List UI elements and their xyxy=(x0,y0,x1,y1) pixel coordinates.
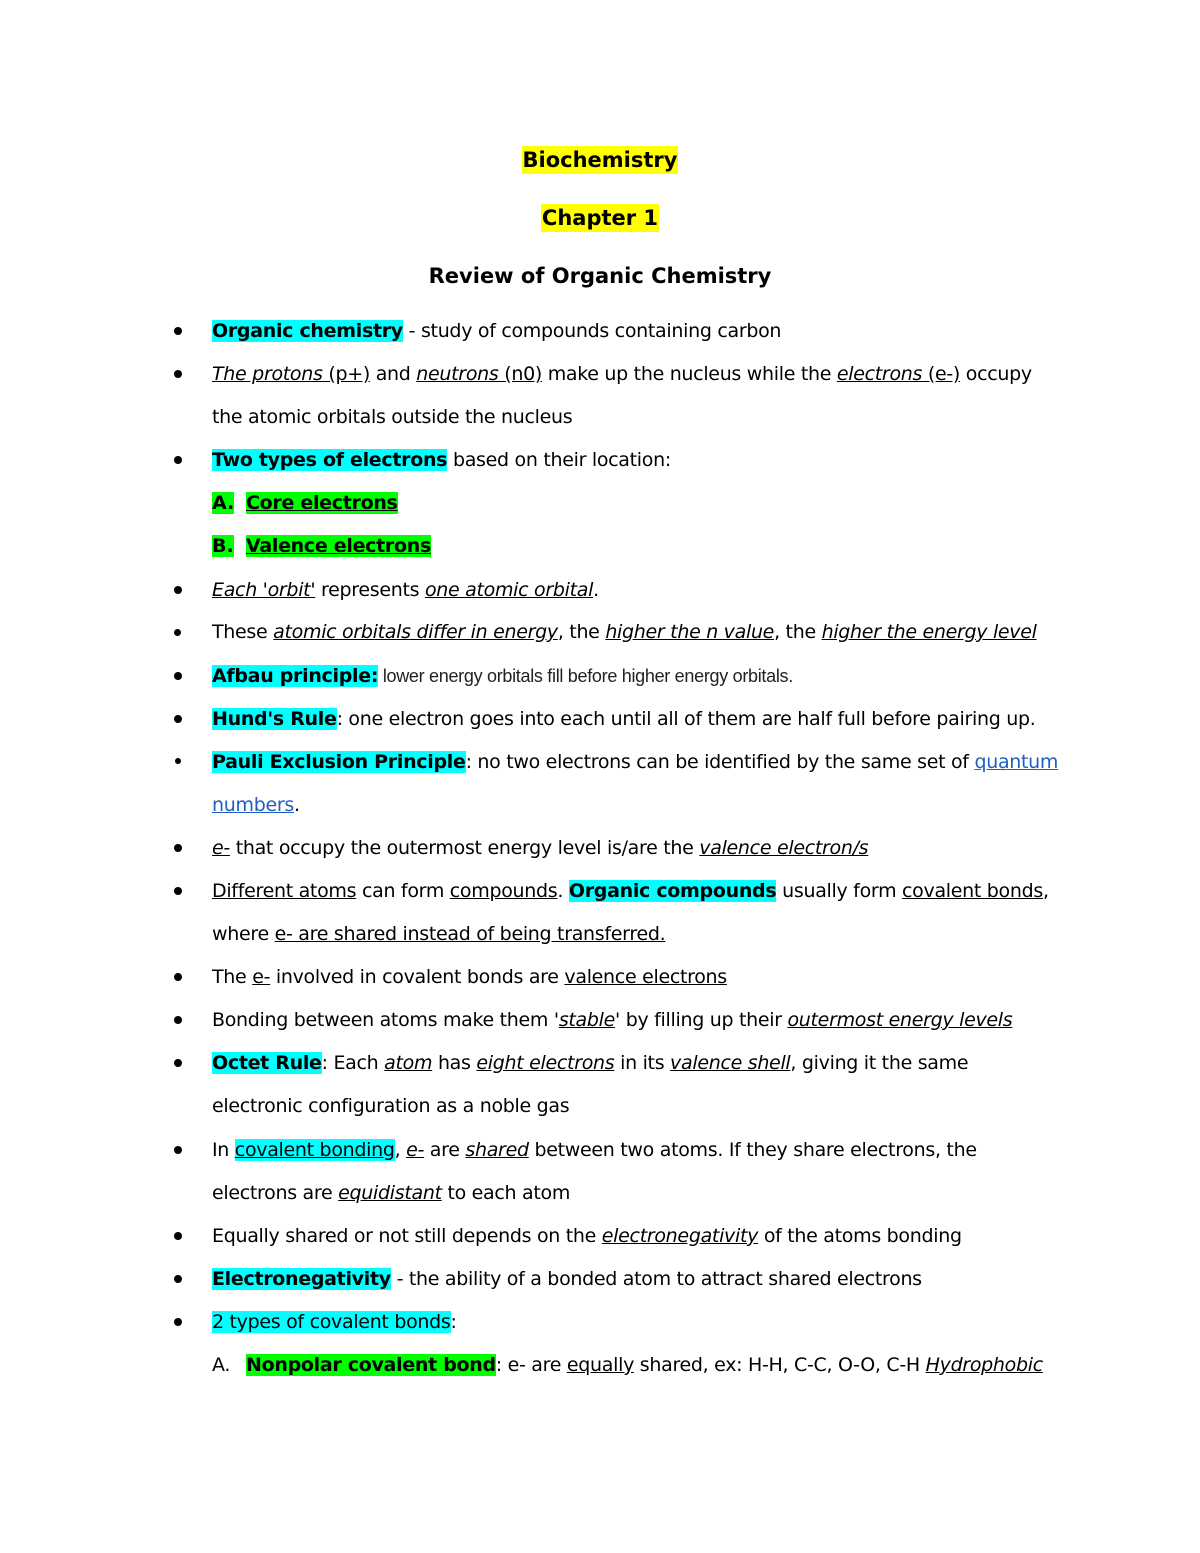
section-heading: Review of Organic Chemistry xyxy=(428,264,772,288)
sublist-marker-a2: A. xyxy=(212,1354,231,1376)
sublist-nonpolar: Nonpolar covalent bond: e- are equally shared, ex: H-H, C-C, O-O, C-H Hydrophobic xyxy=(246,1354,1043,1376)
list-item-octet-rule-cont: electronic configuration as a noble gas xyxy=(212,1095,570,1117)
bullet-icon xyxy=(174,973,182,981)
list-item-octet-rule: Octet Rule: Each atom has eight electrons in its valence shell, giving it the same xyxy=(212,1052,969,1074)
bullet-icon xyxy=(174,629,181,636)
list-item-covalent-types: 2 types of covalent bonds: xyxy=(212,1311,457,1333)
bullet-icon xyxy=(174,844,182,852)
bullet-icon xyxy=(174,1146,182,1154)
list-item-stable: Bonding between atoms make them 'stable' by filling up their outermost energy levels xyxy=(212,1009,1013,1031)
list-item-electron-types: Two types of electrons based on their location: xyxy=(212,449,671,471)
list-item-orbital-energy: These atomic orbitals differ in energy, the higher the n value, the higher the energy level xyxy=(212,621,1037,643)
bullet-icon xyxy=(174,1275,182,1283)
bullet-icon xyxy=(174,327,182,335)
list-item-compounds-cont: where e- are shared instead of being transferred. xyxy=(212,923,666,945)
list-item-pauli: Pauli Exclusion Principle: no two electrons can be identified by the same set of quantum xyxy=(212,751,1059,773)
list-item-orbit: Each 'orbit' represents one atomic orbital. xyxy=(212,579,599,601)
list-item-hunds-rule: Hund's Rule: one electron goes into each until all of them are half full before pairing up. xyxy=(212,708,1036,730)
list-item-compounds: Different atoms can form compounds. Organic compounds usually form covalent bonds, xyxy=(212,880,1049,902)
document-title: Biochemistry xyxy=(522,148,678,172)
bullet-icon xyxy=(174,672,182,680)
list-item-covalent-bonding-cont: electrons are equidistant to each atom xyxy=(212,1182,571,1204)
list-item-afbau: Afbau principle: lower energy orbitals fill before higher energy orbitals. xyxy=(212,665,793,687)
quantum-numbers-link-cont[interactable]: numbers xyxy=(212,794,294,816)
list-item-covalent-bonding: In covalent bonding, e- are shared between two atoms. If they share electrons, the xyxy=(212,1139,977,1161)
sublist-marker-b: B. xyxy=(212,535,234,557)
list-item-organic-chemistry: Organic chemistry - study of compounds containing carbon xyxy=(212,320,782,342)
list-item-valence: e- that occupy the outermost energy level is/are the valence electron/s xyxy=(212,837,869,859)
chapter-heading: Chapter 1 xyxy=(541,206,659,230)
bullet-icon xyxy=(175,758,181,764)
bullet-icon xyxy=(174,1318,182,1326)
sublist-valence-electrons: Valence electrons xyxy=(246,535,431,557)
list-item-electronegativity: Electronegativity - the ability of a bonded atom to attract shared electrons xyxy=(212,1268,922,1290)
bullet-icon xyxy=(174,1016,182,1024)
list-item-covalent-valence: The e- involved in covalent bonds are valence electrons xyxy=(212,966,727,988)
bullet-icon xyxy=(174,456,182,464)
bullet-icon xyxy=(174,887,182,895)
bullet-icon xyxy=(174,1059,182,1067)
bullet-icon xyxy=(174,370,182,378)
sublist-core-electrons: Core electrons xyxy=(246,492,398,514)
bullet-icon xyxy=(174,715,182,723)
list-item-nucleus-cont: the atomic orbitals outside the nucleus xyxy=(212,406,573,428)
bullet-icon xyxy=(174,586,182,594)
list-item-nucleus: The protons (p+) and neutrons (n0) make up the nucleus while the electrons (e-) occupy xyxy=(212,363,1032,385)
quantum-numbers-link[interactable]: quantum xyxy=(974,751,1059,773)
bullet-icon xyxy=(174,1232,182,1240)
sublist-marker-a: A. xyxy=(212,492,235,514)
list-item-equal-sharing: Equally shared or not still depends on the electronegativity of the atoms bonding xyxy=(212,1225,962,1247)
list-item-pauli-cont: numbers. xyxy=(212,794,300,816)
